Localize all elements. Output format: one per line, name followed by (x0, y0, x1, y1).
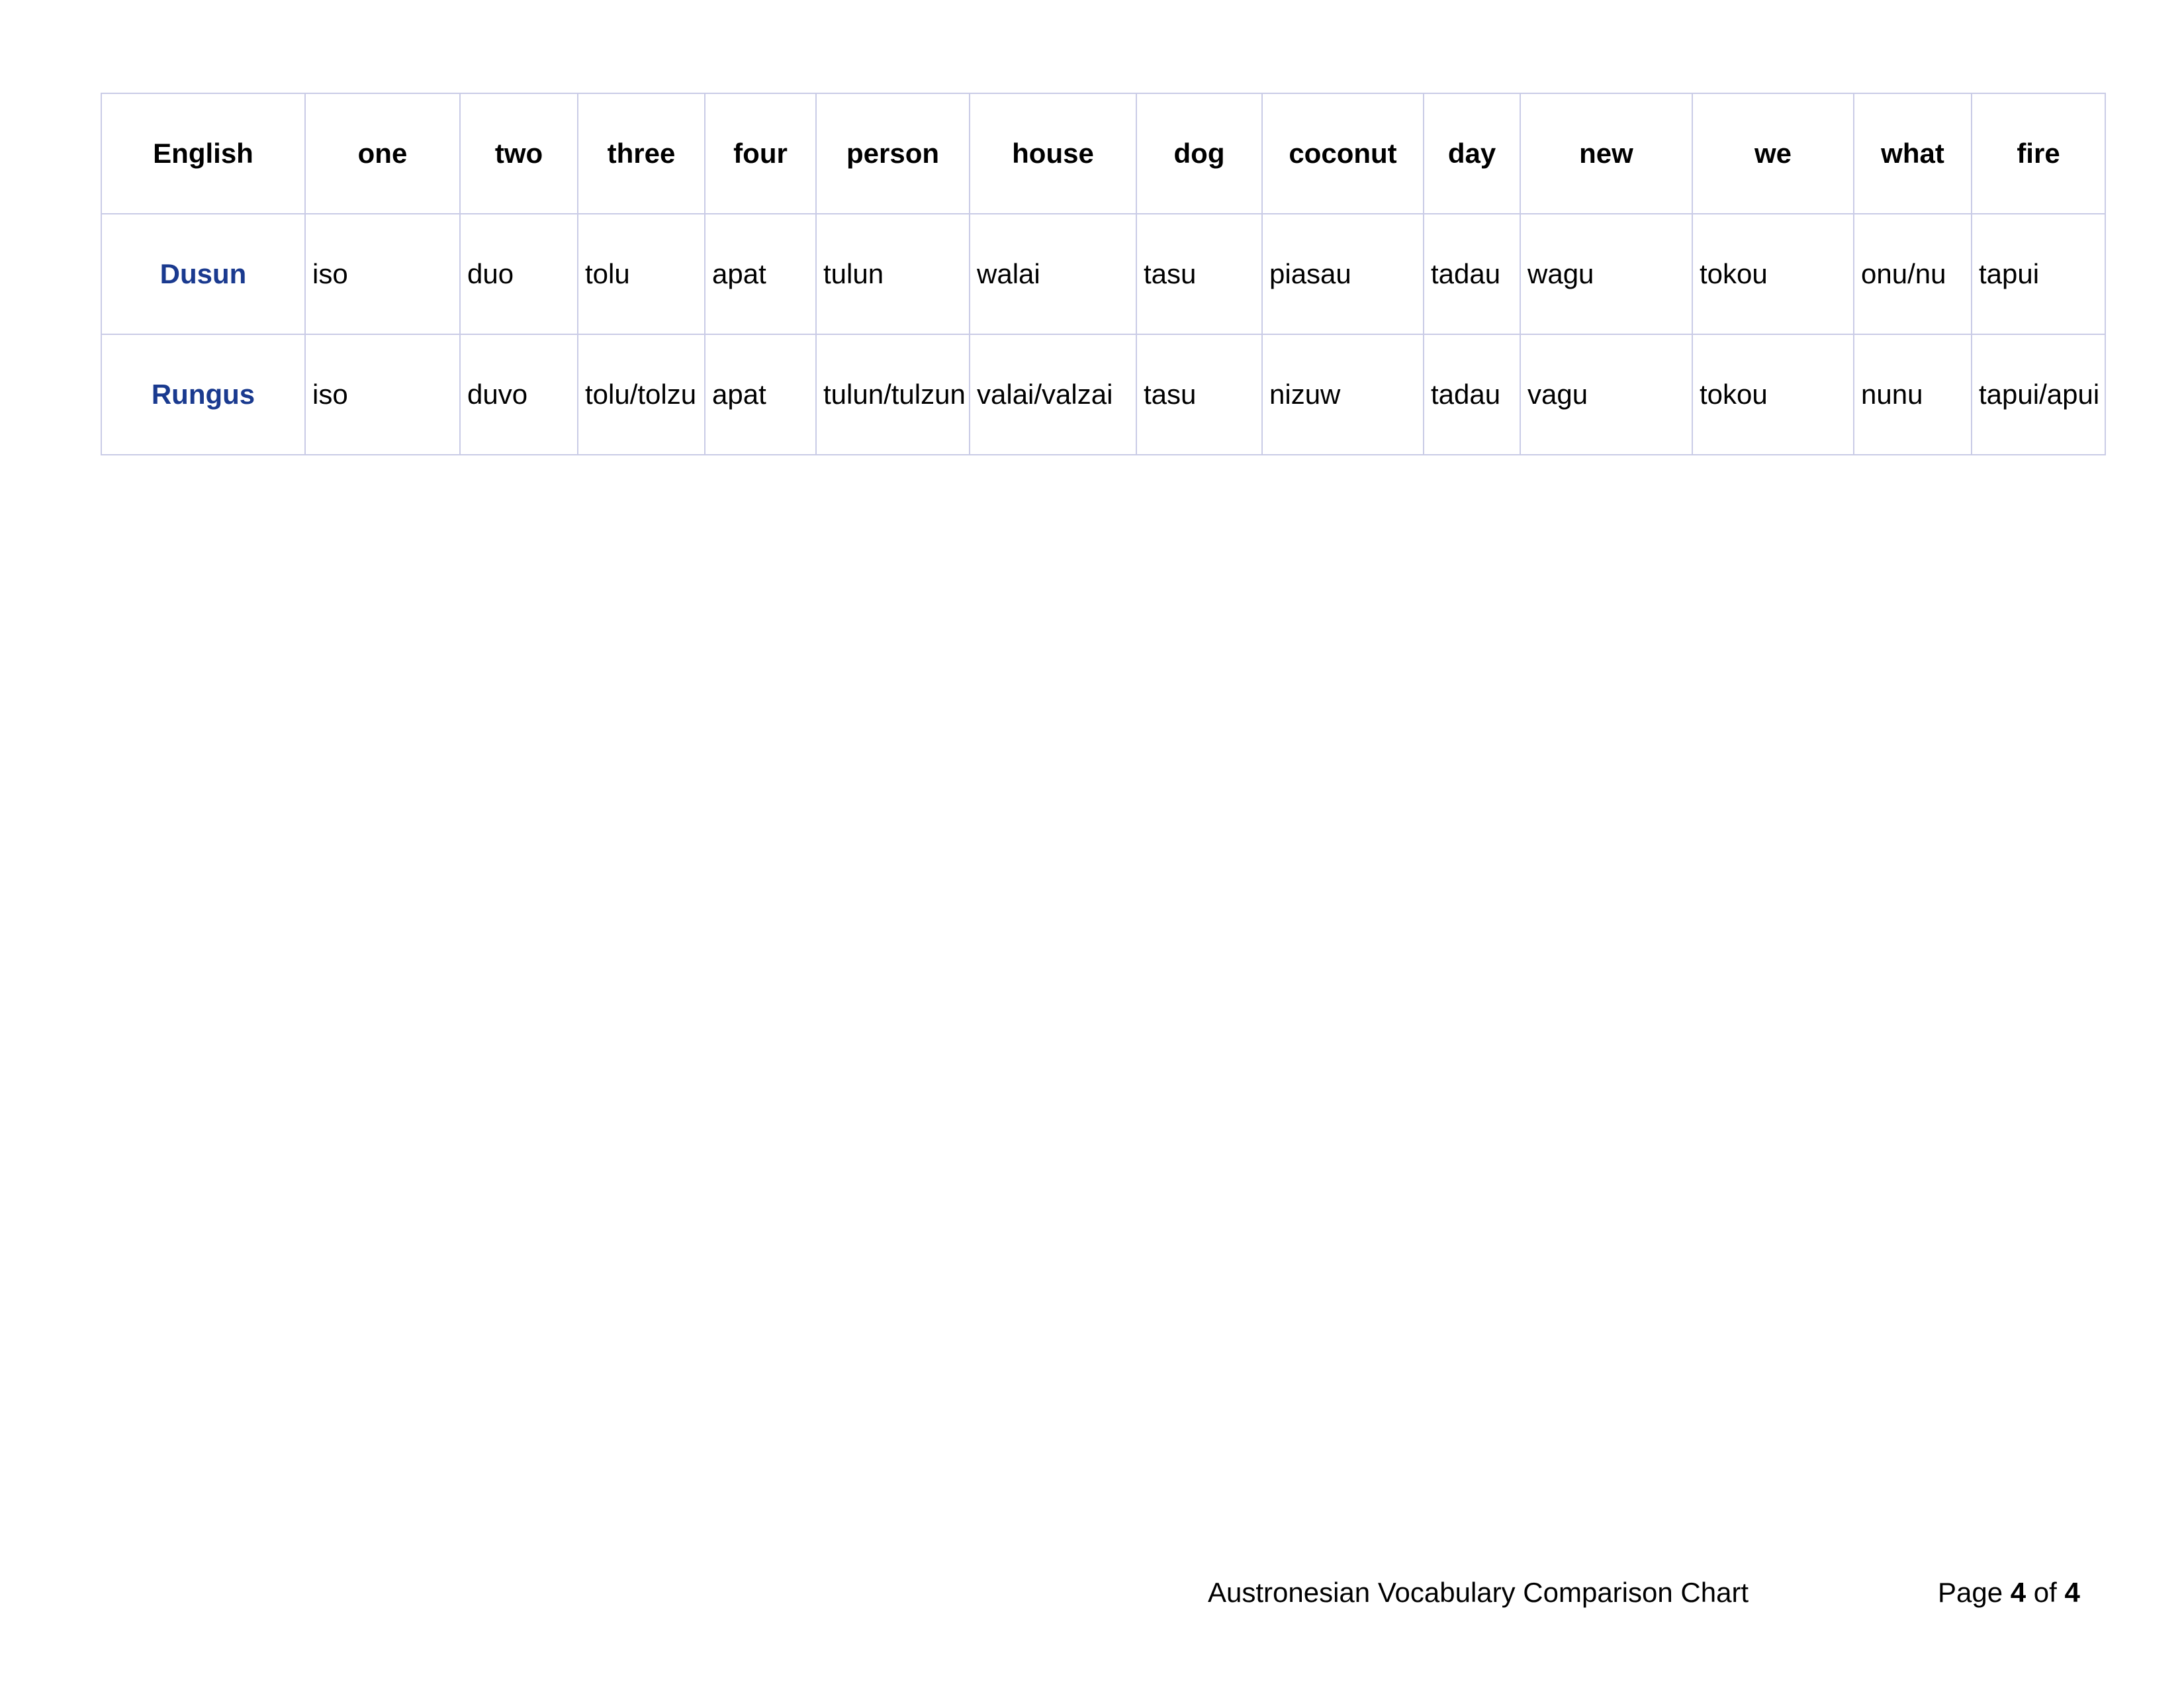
word-cell: piasau (1262, 214, 1424, 334)
header-word-cell: we (1692, 93, 1854, 214)
word-cell: vagu (1520, 334, 1692, 455)
header-word-cell: house (970, 93, 1136, 214)
word-cell: tapui/apui (1972, 334, 2105, 455)
word-cell: tokou (1692, 334, 1854, 455)
header-word-cell: person (816, 93, 970, 214)
header-word-cell: what (1854, 93, 1972, 214)
word-cell: tadau (1424, 334, 1520, 455)
header-word-cell: three (578, 93, 705, 214)
header-word-cell: one (305, 93, 460, 214)
page-current: 4 (2010, 1577, 2026, 1608)
word-cell: onu/nu (1854, 214, 1972, 334)
word-cell: tokou (1692, 214, 1854, 334)
header-word-cell: coconut (1262, 93, 1424, 214)
word-cell: tulun (816, 214, 970, 334)
header-word-cell: dog (1136, 93, 1262, 214)
word-cell: nizuw (1262, 334, 1424, 455)
header-language-cell: English (101, 93, 305, 214)
word-cell: nunu (1854, 334, 1972, 455)
footer-document-title: Austronesian Vocabulary Comparison Chart (1208, 1577, 1749, 1608)
page-total: 4 (2064, 1577, 2080, 1608)
header-row (101, 93, 2105, 214)
word-cell: tolu/tolzu (578, 334, 705, 455)
language-name-cell: Rungus (101, 334, 305, 455)
word-cell: tasu (1136, 334, 1262, 455)
word-cell: tolu (578, 214, 705, 334)
table-row (101, 214, 2105, 334)
word-cell: valai/valzai (970, 334, 1136, 455)
vocabulary-table (101, 93, 2106, 455)
word-cell: iso (305, 214, 460, 334)
footer-page-number (1938, 1577, 2080, 1609)
word-cell: wagu (1520, 214, 1692, 334)
word-cell: duo (460, 214, 578, 334)
word-cell: apat (705, 334, 816, 455)
header-word-cell: four (705, 93, 816, 214)
page-of: of (2033, 1577, 2057, 1608)
page-prefix: Page (1938, 1577, 2003, 1608)
header-word-cell: fire (1972, 93, 2105, 214)
word-cell: tasu (1136, 214, 1262, 334)
word-cell: apat (705, 214, 816, 334)
header-word-cell: new (1520, 93, 1692, 214)
word-cell: tulun/tulzun (816, 334, 970, 455)
word-cell: tapui (1972, 214, 2105, 334)
header-word-cell: day (1424, 93, 1520, 214)
language-name-cell: Dusun (101, 214, 305, 334)
word-cell: iso (305, 334, 460, 455)
table-row (101, 334, 2105, 455)
word-cell: tadau (1424, 214, 1520, 334)
word-cell: duvo (460, 334, 578, 455)
header-word-cell: two (460, 93, 578, 214)
word-cell: walai (970, 214, 1136, 334)
